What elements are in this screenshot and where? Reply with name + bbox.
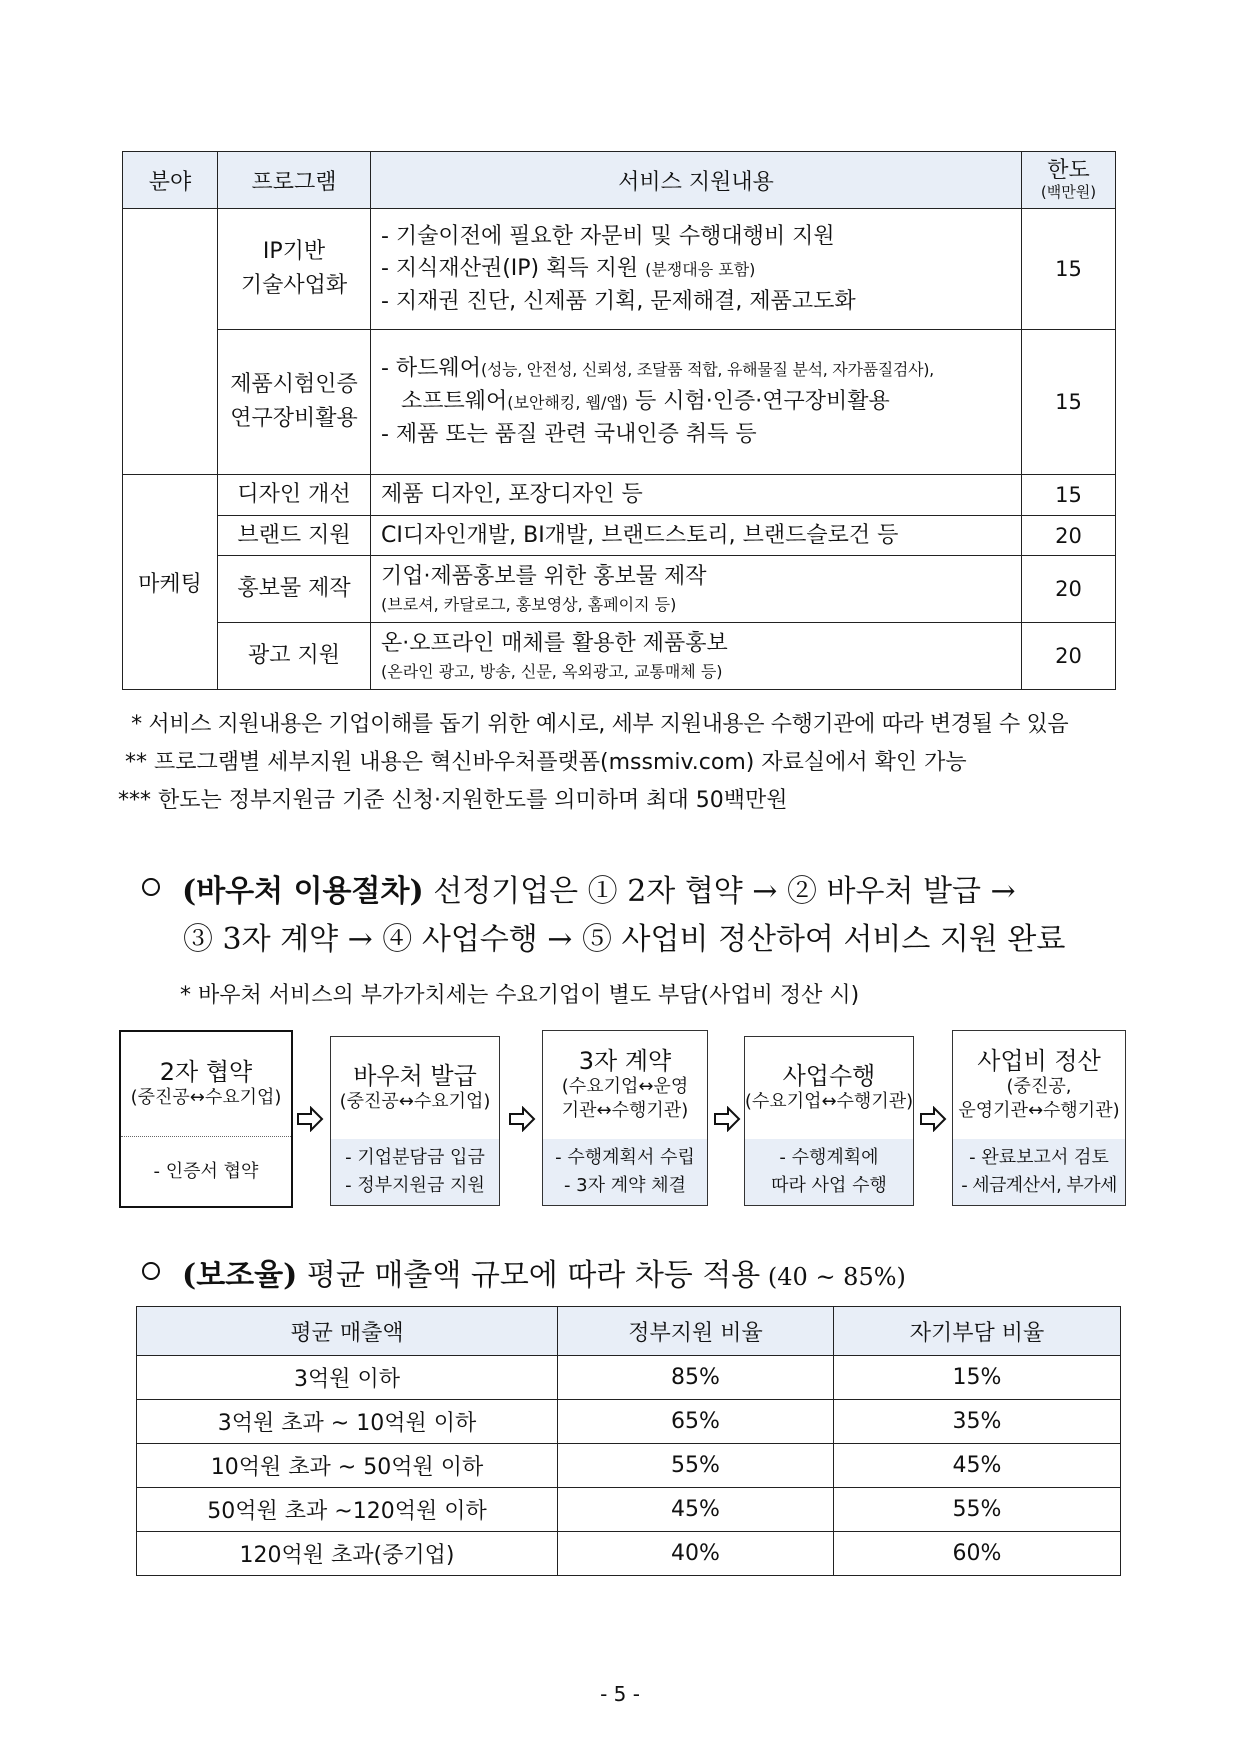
program-cell xyxy=(218,330,371,475)
service-text: 등 시험·인증·연구장비활용 xyxy=(628,389,890,414)
header-self-ratio: 자기부담 비율 xyxy=(834,1307,1121,1356)
sales-range-cell: 3억원 이하 xyxy=(137,1356,558,1400)
voucher-section-line1 xyxy=(142,866,1016,910)
flow-step-voucher-issue xyxy=(330,1036,500,1206)
service-line xyxy=(381,286,1011,318)
flow-step-header xyxy=(121,1032,291,1136)
program-cell xyxy=(218,209,371,330)
limit-cell: 15 xyxy=(1022,475,1116,516)
flow-step-parties: (중진공↔수요기업) xyxy=(130,1087,282,1108)
service-text: - 기술이전에 필요한 자문비 및 수행대행비 지원 xyxy=(381,223,835,249)
subsidy-range: (40 ~ 85%) xyxy=(760,1263,906,1291)
field-cell-marketing: 마케팅 xyxy=(123,475,218,690)
program-line: 연구장비활용 xyxy=(230,406,358,431)
table-row xyxy=(123,330,1116,475)
gov-ratio-cell: 85% xyxy=(558,1356,834,1400)
service-table-header xyxy=(123,152,1116,209)
limit-cell: 20 xyxy=(1022,623,1116,690)
service-cell xyxy=(371,209,1022,330)
service-cell xyxy=(371,623,1022,690)
service-cell xyxy=(371,556,1022,623)
note-line: *** 한도는 정부지원금 기준 신청·지원한도를 의미하며 최대 50백만원 xyxy=(118,788,788,813)
flow-divider xyxy=(121,1136,291,1137)
limit-cell: 20 xyxy=(1022,516,1116,556)
service-table xyxy=(122,151,1116,690)
header-field: 분야 xyxy=(123,152,218,209)
service-small-text: (성능, 안전성, 신뢰성, 조달품 적합, 유해물질 분석, 자가품질검사), xyxy=(480,360,934,379)
note-line: * 서비스 지원내용은 기업이해를 돕기 위한 예시로, 세부 지원내용은 수행기관에 따라 변경될 수 있음 xyxy=(118,712,1069,737)
sales-range-cell: 50억원 초과 ~120억원 이하 xyxy=(137,1488,558,1532)
limit-cell: 20 xyxy=(1022,556,1116,623)
program-line: 기술사업화 xyxy=(240,273,348,298)
flow-step-parties: 기관↔수행기관) xyxy=(561,1100,689,1121)
program-cell: 디자인 개선 xyxy=(218,475,371,516)
service-cell xyxy=(371,330,1022,475)
page-number: - 5 - xyxy=(600,1682,640,1706)
flow-step-header xyxy=(331,1037,499,1139)
gov-ratio-cell: 65% xyxy=(558,1400,834,1444)
service-line xyxy=(381,253,1011,286)
service-small-text: (분쟁대응 포함) xyxy=(645,259,756,279)
table-row xyxy=(123,209,1116,330)
vat-note: * 바우처 서비스의 부가가치세는 수요기업이 별도 부담(사업비 정산 시) xyxy=(180,983,860,1008)
table-notes xyxy=(118,706,1128,820)
flow-step-project-execution xyxy=(744,1036,914,1206)
flow-step-header xyxy=(745,1037,913,1139)
service-text: - 제품 또는 품질 관련 국내인증 취득 등 xyxy=(381,422,757,447)
gov-ratio-cell: 55% xyxy=(558,1444,834,1488)
header-limit xyxy=(1022,152,1116,209)
flow-step-details xyxy=(121,1138,291,1206)
gov-ratio-cell: 45% xyxy=(558,1488,834,1532)
arrow-right-icon xyxy=(508,1106,536,1132)
service-small-text: (보안해킹, 웹/앱) xyxy=(507,393,629,412)
flow-step-settlement xyxy=(952,1030,1126,1206)
service-cell: 제품 디자인, 포장디자인 등 xyxy=(371,475,1022,516)
gov-ratio-cell: 40% xyxy=(558,1532,834,1576)
table-row xyxy=(137,1400,1121,1444)
flow-step-parties: (중진공, xyxy=(1006,1076,1072,1097)
service-text: - 지식재산권(IP) 획득 지원 xyxy=(381,255,646,281)
flow-step-agreement xyxy=(119,1030,293,1208)
flow-step-item: - 정부지원금 지원 xyxy=(345,1175,485,1196)
ratio-table-header xyxy=(137,1307,1121,1356)
service-line xyxy=(381,353,1011,386)
limit-cell: 15 xyxy=(1022,330,1116,475)
header-limit-unit: (백만원) xyxy=(1040,183,1097,201)
flow-step-parties: (수요기업↔운영 xyxy=(561,1076,689,1097)
program-line: 제품시험인증 xyxy=(230,372,358,397)
circle-bullet-icon xyxy=(142,1262,160,1280)
flow-step-details xyxy=(331,1139,499,1205)
arrow-right-icon xyxy=(713,1106,741,1132)
service-text: - 하드웨어 xyxy=(381,356,481,381)
table-row xyxy=(137,1356,1121,1400)
flow-step-item: - 기업분담금 입금 xyxy=(345,1147,485,1168)
sales-range-cell: 10억원 초과 ~ 50억원 이하 xyxy=(137,1444,558,1488)
service-text: 소프트웨어 xyxy=(401,389,508,414)
flow-step-item: - 수행계획서 수립 xyxy=(555,1147,695,1168)
flow-step-item: - 3자 계약 체결 xyxy=(563,1175,687,1196)
header-limit-label: 한도 xyxy=(1047,158,1090,183)
flow-step-header xyxy=(953,1031,1125,1139)
table-row xyxy=(123,623,1116,690)
program-line: IP기반 xyxy=(262,239,326,264)
program-cell: 브랜드 지원 xyxy=(218,516,371,556)
voucher-section-line2: ③ 3자 계약 → ④ 사업수행 → ⑤ 사업비 정산하여 서비스 지원 완료 xyxy=(183,922,1066,957)
flow-step-title: 바우처 발급 xyxy=(353,1062,477,1090)
flow-step-title: 사업비 정산 xyxy=(977,1047,1101,1075)
table-row xyxy=(123,556,1116,623)
flow-step-parties: (중진공↔수요기업) xyxy=(339,1091,491,1112)
arrow-right-icon xyxy=(296,1106,324,1132)
service-text: 기업·제품홍보를 위한 홍보물 제작 xyxy=(381,564,707,589)
table-row xyxy=(137,1532,1121,1576)
service-text: - 지재권 진단, 신제품 기획, 문제해결, 제품고도화 xyxy=(381,288,856,314)
circle-bullet-icon xyxy=(142,878,160,896)
service-subtext: (온라인 광고, 방송, 신문, 옥외광고, 교통매체 등) xyxy=(381,662,723,681)
flow-step-three-party-contract xyxy=(542,1030,708,1206)
table-row xyxy=(137,1488,1121,1532)
note-line: ** 프로그램별 세부지원 내용은 혁신바우처플랫폼(mssmiv.com) 자료실에서 확인 가능 xyxy=(118,750,967,775)
service-subtext: (브로셔, 카달로그, 홍보영상, 홈페이지 등) xyxy=(381,595,677,614)
voucher-section-title: (바우처 이용절차) xyxy=(182,874,424,909)
table-row xyxy=(123,475,1116,516)
header-sales: 평균 매출액 xyxy=(137,1307,558,1356)
flow-step-header xyxy=(543,1031,707,1139)
self-ratio-cell: 15% xyxy=(834,1356,1121,1400)
flow-step-item: - 인증서 협약 xyxy=(153,1161,259,1182)
self-ratio-cell: 55% xyxy=(834,1488,1121,1532)
field-cell-empty xyxy=(123,209,218,475)
flow-step-item: 따라 사업 수행 xyxy=(771,1175,887,1196)
limit-cell: 15 xyxy=(1022,209,1116,330)
self-ratio-cell: 60% xyxy=(834,1532,1121,1576)
service-line xyxy=(381,386,1011,419)
self-ratio-cell: 45% xyxy=(834,1444,1121,1488)
flow-step-title: 3자 계약 xyxy=(578,1047,672,1075)
header-service: 서비스 지원내용 xyxy=(371,152,1022,209)
flow-step-item: - 수행계획에 xyxy=(779,1147,879,1168)
voucher-section-text: 선정기업은 ① 2자 협약 → ② 바우처 발급 → xyxy=(423,874,1016,909)
header-program: 프로그램 xyxy=(218,152,371,209)
service-cell: CI디자인개발, BI개발, 브랜드스토리, 브랜드슬로건 등 xyxy=(371,516,1022,556)
sales-range-cell: 120억원 초과(중기업) xyxy=(137,1532,558,1576)
flow-step-details xyxy=(745,1139,913,1205)
subsidy-section-text: 평균 매출액 규모에 따라 차등 적용 xyxy=(297,1258,761,1293)
service-text: 온·오프라인 매체를 활용한 제품홍보 xyxy=(381,631,728,656)
arrow-right-icon xyxy=(919,1106,947,1132)
table-row xyxy=(123,516,1116,556)
subsidy-section xyxy=(142,1250,906,1294)
flow-step-details xyxy=(953,1139,1125,1205)
program-cell: 홍보물 제작 xyxy=(218,556,371,623)
flow-step-title: 사업수행 xyxy=(782,1062,876,1090)
sales-range-cell: 3억원 초과 ~ 10억원 이하 xyxy=(137,1400,558,1444)
flow-step-title: 2자 협약 xyxy=(159,1058,253,1086)
self-ratio-cell: 35% xyxy=(834,1400,1121,1444)
flow-step-item: - 완료보고서 검토 xyxy=(969,1147,1109,1168)
subsidy-section-title: (보조율) xyxy=(182,1258,298,1293)
service-line xyxy=(381,221,1011,253)
subsidy-ratio-table xyxy=(136,1306,1121,1576)
flow-step-parties: (수요기업↔수행기관) xyxy=(744,1091,914,1112)
table-row xyxy=(137,1444,1121,1488)
header-gov-ratio: 정부지원 비율 xyxy=(558,1307,834,1356)
program-cell: 광고 지원 xyxy=(218,623,371,690)
flow-step-parties: 운영기관↔수행기관) xyxy=(958,1100,1120,1121)
flow-step-details xyxy=(543,1139,707,1205)
flow-step-item: - 세금계산서, 부가세 xyxy=(961,1175,1117,1196)
service-line xyxy=(381,419,1011,451)
